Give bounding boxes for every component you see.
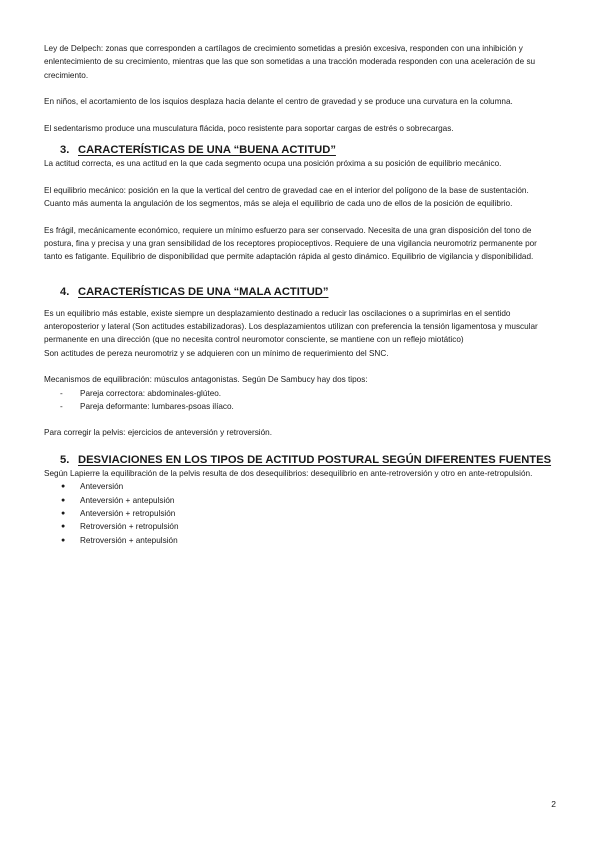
list-item-text: Anteversión + retropulsión [80,508,176,518]
section-4-title: CARACTERÍSTICAS DE UNA “MALA ACTITUD” [78,285,329,298]
mechanisms-list [44,387,554,414]
mechanisms-intro: Mecanismos de equilibración: músculos antagonistas. Según De Sambucy hay dos tipos: [44,375,368,385]
section-5-number: 5. [60,454,70,467]
section-4-number: 4. [60,285,70,298]
pelvis-correction-paragraph: Para corregir la pelvis: ejercicios de anteversión y retroversión. [44,428,272,438]
section-5-title: DESVIACIONES EN LOS TIPOS DE ACTITUD POSTURAL SEGÚN DIFERENTES FUENTES [78,454,552,467]
dash-marker: - [60,388,63,398]
list-item-text: Pareja correctora: abdominales-glúteo. [80,388,222,398]
page-number: 2 [551,799,556,809]
list-item-text: Anteversión [80,482,124,492]
list-item [44,400,554,413]
list-item [44,507,554,520]
section-3-number: 3. [60,144,70,157]
list-item [44,520,554,533]
section-3-paragraph-3: Es frágil, mecánicamente económico, requiere un mínimo esfuerzo para ser conservado. Necesita de una gran disposición del tono de postura, fina y precisa y una gran sensibilidad de los receptores propioceptivos. Requiere de una vigilancia neuromotriz permanente por tanto es fatigante. Equilibrio de disponibilidad que permite adaptación rápida al gesto dinámico. Equilibrio de vigilancia y disponibilidad. [44,225,537,262]
list-item-text: Retroversión + retropulsión [80,522,179,532]
section-4-paragraph-1: Es un equilibrio más estable, existe siempre un desplazamiento destinado a reducir las oscilaciones o a suprimirlas en el sentido anteroposterior y lateral (Son actitudes estabilizadoras). Los desplazamientos utilizan con preferencia la tensión ligamentosa y muscular permanente en una dirección (que no necesita control neuromotor consciente, se mantiene con un reflejo miotático) [44,308,538,345]
list-item-text: Anteversión + antepulsión [80,495,175,505]
section-4-heading [44,285,554,299]
section-5-paragraph: Según Lapierre la equilibración de la pelvis resulta de dos desequilibrios: desequilibrio en ante-retroversión y otro en ante-retropulsión. [44,469,533,479]
pelvis-deviation-list [44,480,554,546]
list-item [44,534,554,547]
section-3-title: CARACTERÍSTICAS DE UNA “BUENA ACTITUD” [78,144,336,157]
bullet-icon: ● [61,523,66,531]
bullet-icon: ● [61,483,66,491]
list-item [44,387,554,400]
bullet-icon: ● [61,496,66,504]
dash-marker: - [60,401,63,411]
section-3-paragraph-1: La actitud correcta, es una actitud en la que cada segmento ocupa una posición próxima a su posición de equilibrio mecánico. [44,159,502,169]
section-5-heading [44,453,554,467]
section-3-paragraph-2: El equilibrio mecánico: posición en la que la vertical del centro de gravedad cae en el interior del polígono de la base de sustentación. Cuanto más aumenta la angulación de los segmentos, más se aleja el equilibrio de cada uno de ellos de la posición de equilibrio. [44,185,529,208]
section-4-paragraph-2: Son actitudes de pereza neuromotriz y se adquieren con un mínimo de requerimiento del SNC. [44,348,389,358]
bullet-icon: ● [61,536,66,544]
list-item [44,480,554,493]
bullet-icon: ● [61,509,66,517]
list-item-text: Retroversión + antepulsión [80,535,178,545]
sedentarism-paragraph: El sedentarismo produce una musculatura flácida, poco resistente para soportar cargas de estrés o sobrecargas. [44,123,454,133]
page-content [44,42,554,547]
delpech-law-paragraph: Ley de Delpech: zonas que corresponden a cartílagos de crecimiento sometidas a presión excesiva, responden con una inhibición y enlentecimiento de su crecimiento, mientras que las que son sometidas a una tracción moderada responden con una aceleración de su crecimiento. [44,44,536,80]
children-ischia-paragraph: En niños, el acortamiento de los isquios desplaza hacia delante el centro de gravedad y se produce una curvatura en la columna. [44,97,513,107]
list-item-text: Pareja deformante: lumbares-psoas ilíaco. [80,401,234,411]
section-3-heading [44,143,554,157]
list-item [44,494,554,507]
